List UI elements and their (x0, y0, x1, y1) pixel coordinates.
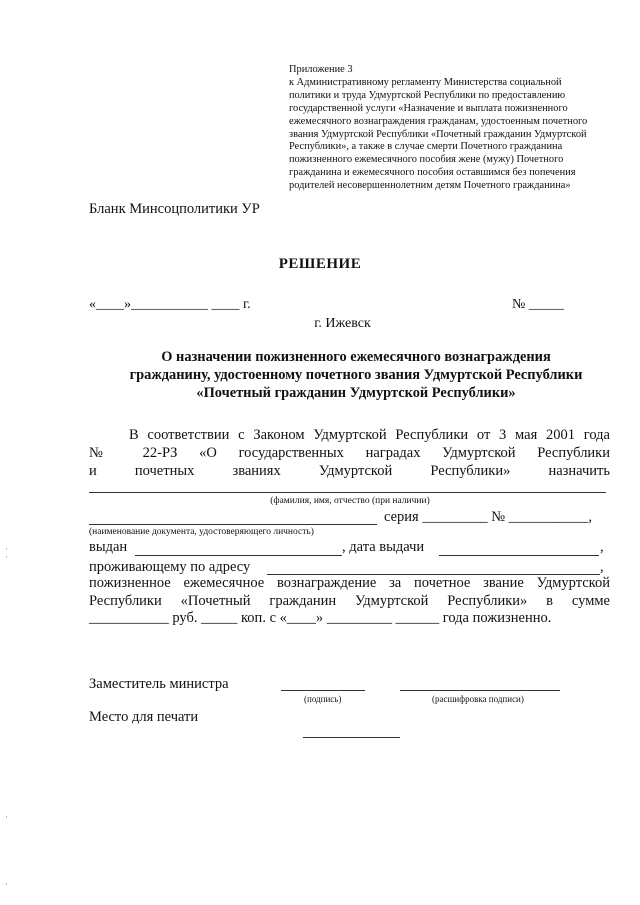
appendix-block (289, 64, 613, 193)
body-line: № 22-РЗ «О государственных наградах Удмуртской Республики (89, 445, 610, 461)
appendix-line: государственной услуги «Назначение и выплата пожизненного (289, 102, 568, 114)
signatory-position: Заместитель министра (89, 676, 229, 692)
document-title: РЕШЕНИЕ (278, 256, 362, 272)
city-label: г. Ижевск (314, 316, 371, 331)
decoding-caption: (расшифровка подписи) (432, 694, 524, 704)
blank-label: Бланк Минсоцполитики УР (89, 201, 260, 217)
appendix-line: гражданина и ежемесячного пособия оставшимся без попечения (289, 167, 576, 179)
issue-date-blank-line (439, 555, 599, 556)
document-blank-line (89, 524, 377, 525)
subject-line: О назначении пожизненного ежемесячного вознаграждения (161, 349, 551, 365)
fio-blank-line (89, 492, 606, 493)
body-line: В соответствии с Законом Удмуртской Республики от 3 мая 2001 года (129, 427, 610, 443)
appendix-line: политики и труда Удмуртской Республики по предоставлению (289, 89, 566, 101)
number-field: № _____ (512, 297, 564, 312)
scan-mark (6, 883, 7, 885)
subject-line: «Почетный гражданин Удмуртской Республики» (196, 385, 516, 401)
issued-by-blank-line (135, 555, 342, 556)
decoding-blank-line (400, 690, 560, 691)
issue-date-label: , дата выдачи (342, 539, 425, 555)
appendix-line: Республики», а также в случае смерти Почетного гражданина (289, 141, 563, 153)
date-field: «____»___________ ____ г. (89, 297, 251, 312)
appendix-title: Приложение 3 (289, 64, 353, 75)
subject-heading (100, 348, 612, 402)
body-line: Республики «Почетный гражданин Удмуртской Республики» в сумме (89, 593, 610, 609)
signature-caption: (подпись) (304, 694, 342, 704)
comma: , (600, 539, 604, 555)
appendix-line: пожизненного ежемесячного пособия жене (мужу) Почетного (289, 154, 564, 166)
signature-blank-line (281, 690, 365, 691)
series-number-field: серия _________ № ___________, (384, 509, 593, 525)
appendix-line: родителей несовершеннолетним детям Почетного гражданина» (289, 180, 571, 192)
scan-mark (6, 556, 7, 558)
appendix-line: звания Удмуртской Республики «Почетный гражданин Удмуртской (289, 128, 587, 140)
address-label: проживающему по адресу (89, 559, 251, 575)
appendix-line: к Административному регламенту Министерства социальной (289, 76, 562, 88)
appendix-line: ежемесячного вознаграждения гражданам, удостоенным почетного (289, 115, 588, 127)
body-line: пожизненное ежемесячное вознаграждение за почетное звание Удмуртской (89, 575, 610, 591)
document-caption: (наименование документа, удостоверяющего личность) (89, 527, 314, 537)
issued-label: выдан (89, 539, 128, 555)
scan-mark (6, 548, 7, 550)
stamp-place-label: Место для печати (89, 709, 199, 725)
subject-line: гражданину, удостоенному почетного звания Удмуртской Республики (129, 367, 583, 383)
scan-mark (6, 816, 7, 818)
stamp-blank-line (303, 737, 400, 738)
amount-line: ___________ руб. _____ коп. с «____» _________ ______ года пожизненно. (89, 610, 552, 626)
body-line: и почетных званиях Удмуртской Республики» назначить (89, 463, 610, 479)
fio-caption: (фамилия, имя, отчество (при наличии) (270, 496, 430, 506)
comma: , (600, 559, 604, 575)
